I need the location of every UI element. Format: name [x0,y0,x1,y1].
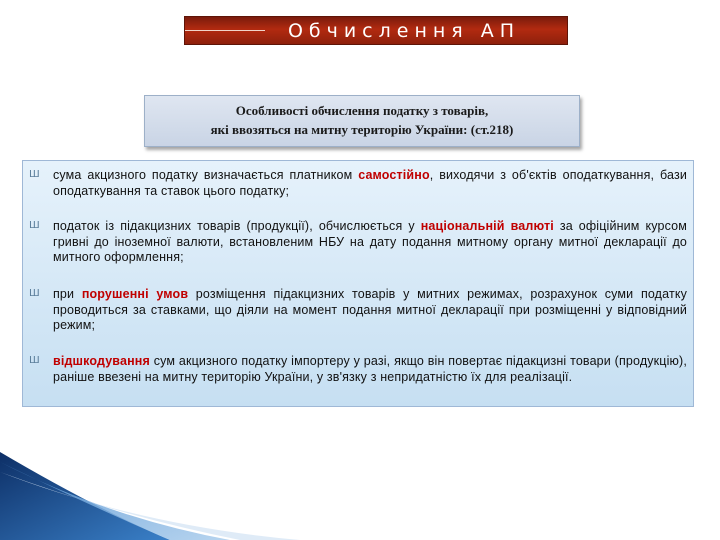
square-bullet-icon: Ш [29,288,40,299]
item-emphasis: порушенні умов [81,287,189,301]
content-panel [22,160,694,407]
square-bullet-icon: Ш [29,169,40,180]
square-bullet-icon: Ш [29,355,40,366]
item-emphasis: відшкодування [53,354,150,368]
item-text-after: сум акцизного податку імпортеру у разі, якщо він повертає підакцизні товари (продукцію), раніше ввезені на митну територію України, у зв'язку з непридатністю їх для реалізації. [53,354,687,384]
square-bullet-icon: Ш [29,220,40,231]
section-heading [144,95,580,147]
list-item-text [53,168,687,199]
item-text-after: , виходячи з об'єктів оподаткування, бази оподаткування та ставок цього податку; [53,168,687,198]
item-text-after: розміщення підакцизних товарів у митних режимах, розрахунок суми податку проводиться за ставками, що діяли на момент подання митної декларації при розміщенні у відповідний режим; [53,287,687,332]
section-heading-line-2: які ввозяться на митну територію України: (ст.218) [210,122,514,137]
list-item-text [53,354,687,385]
list-item-text [53,219,687,266]
item-text-after: за офіційним курсом гривні до іноземної валюти, встановленим НБУ на дату подання митному органу митної декларації до митного оформлення; [53,219,687,264]
item-text-before: при [53,287,82,301]
item-text-before: податок із підакцизних товарів (продукції), обчислюється у [53,219,421,233]
corner-wave-decoration [0,448,720,540]
item-emphasis: самостійно [358,168,430,182]
list-item-text [53,287,687,334]
section-heading-line-1: Особливості обчислення податку з товарів, [235,103,489,118]
item-text-before: сума акцизного податку визначається платником [53,168,359,182]
slide-title: Обчислення АП [287,20,521,42]
item-emphasis: національній валюті [420,219,554,233]
slide-title-bar [184,16,568,45]
